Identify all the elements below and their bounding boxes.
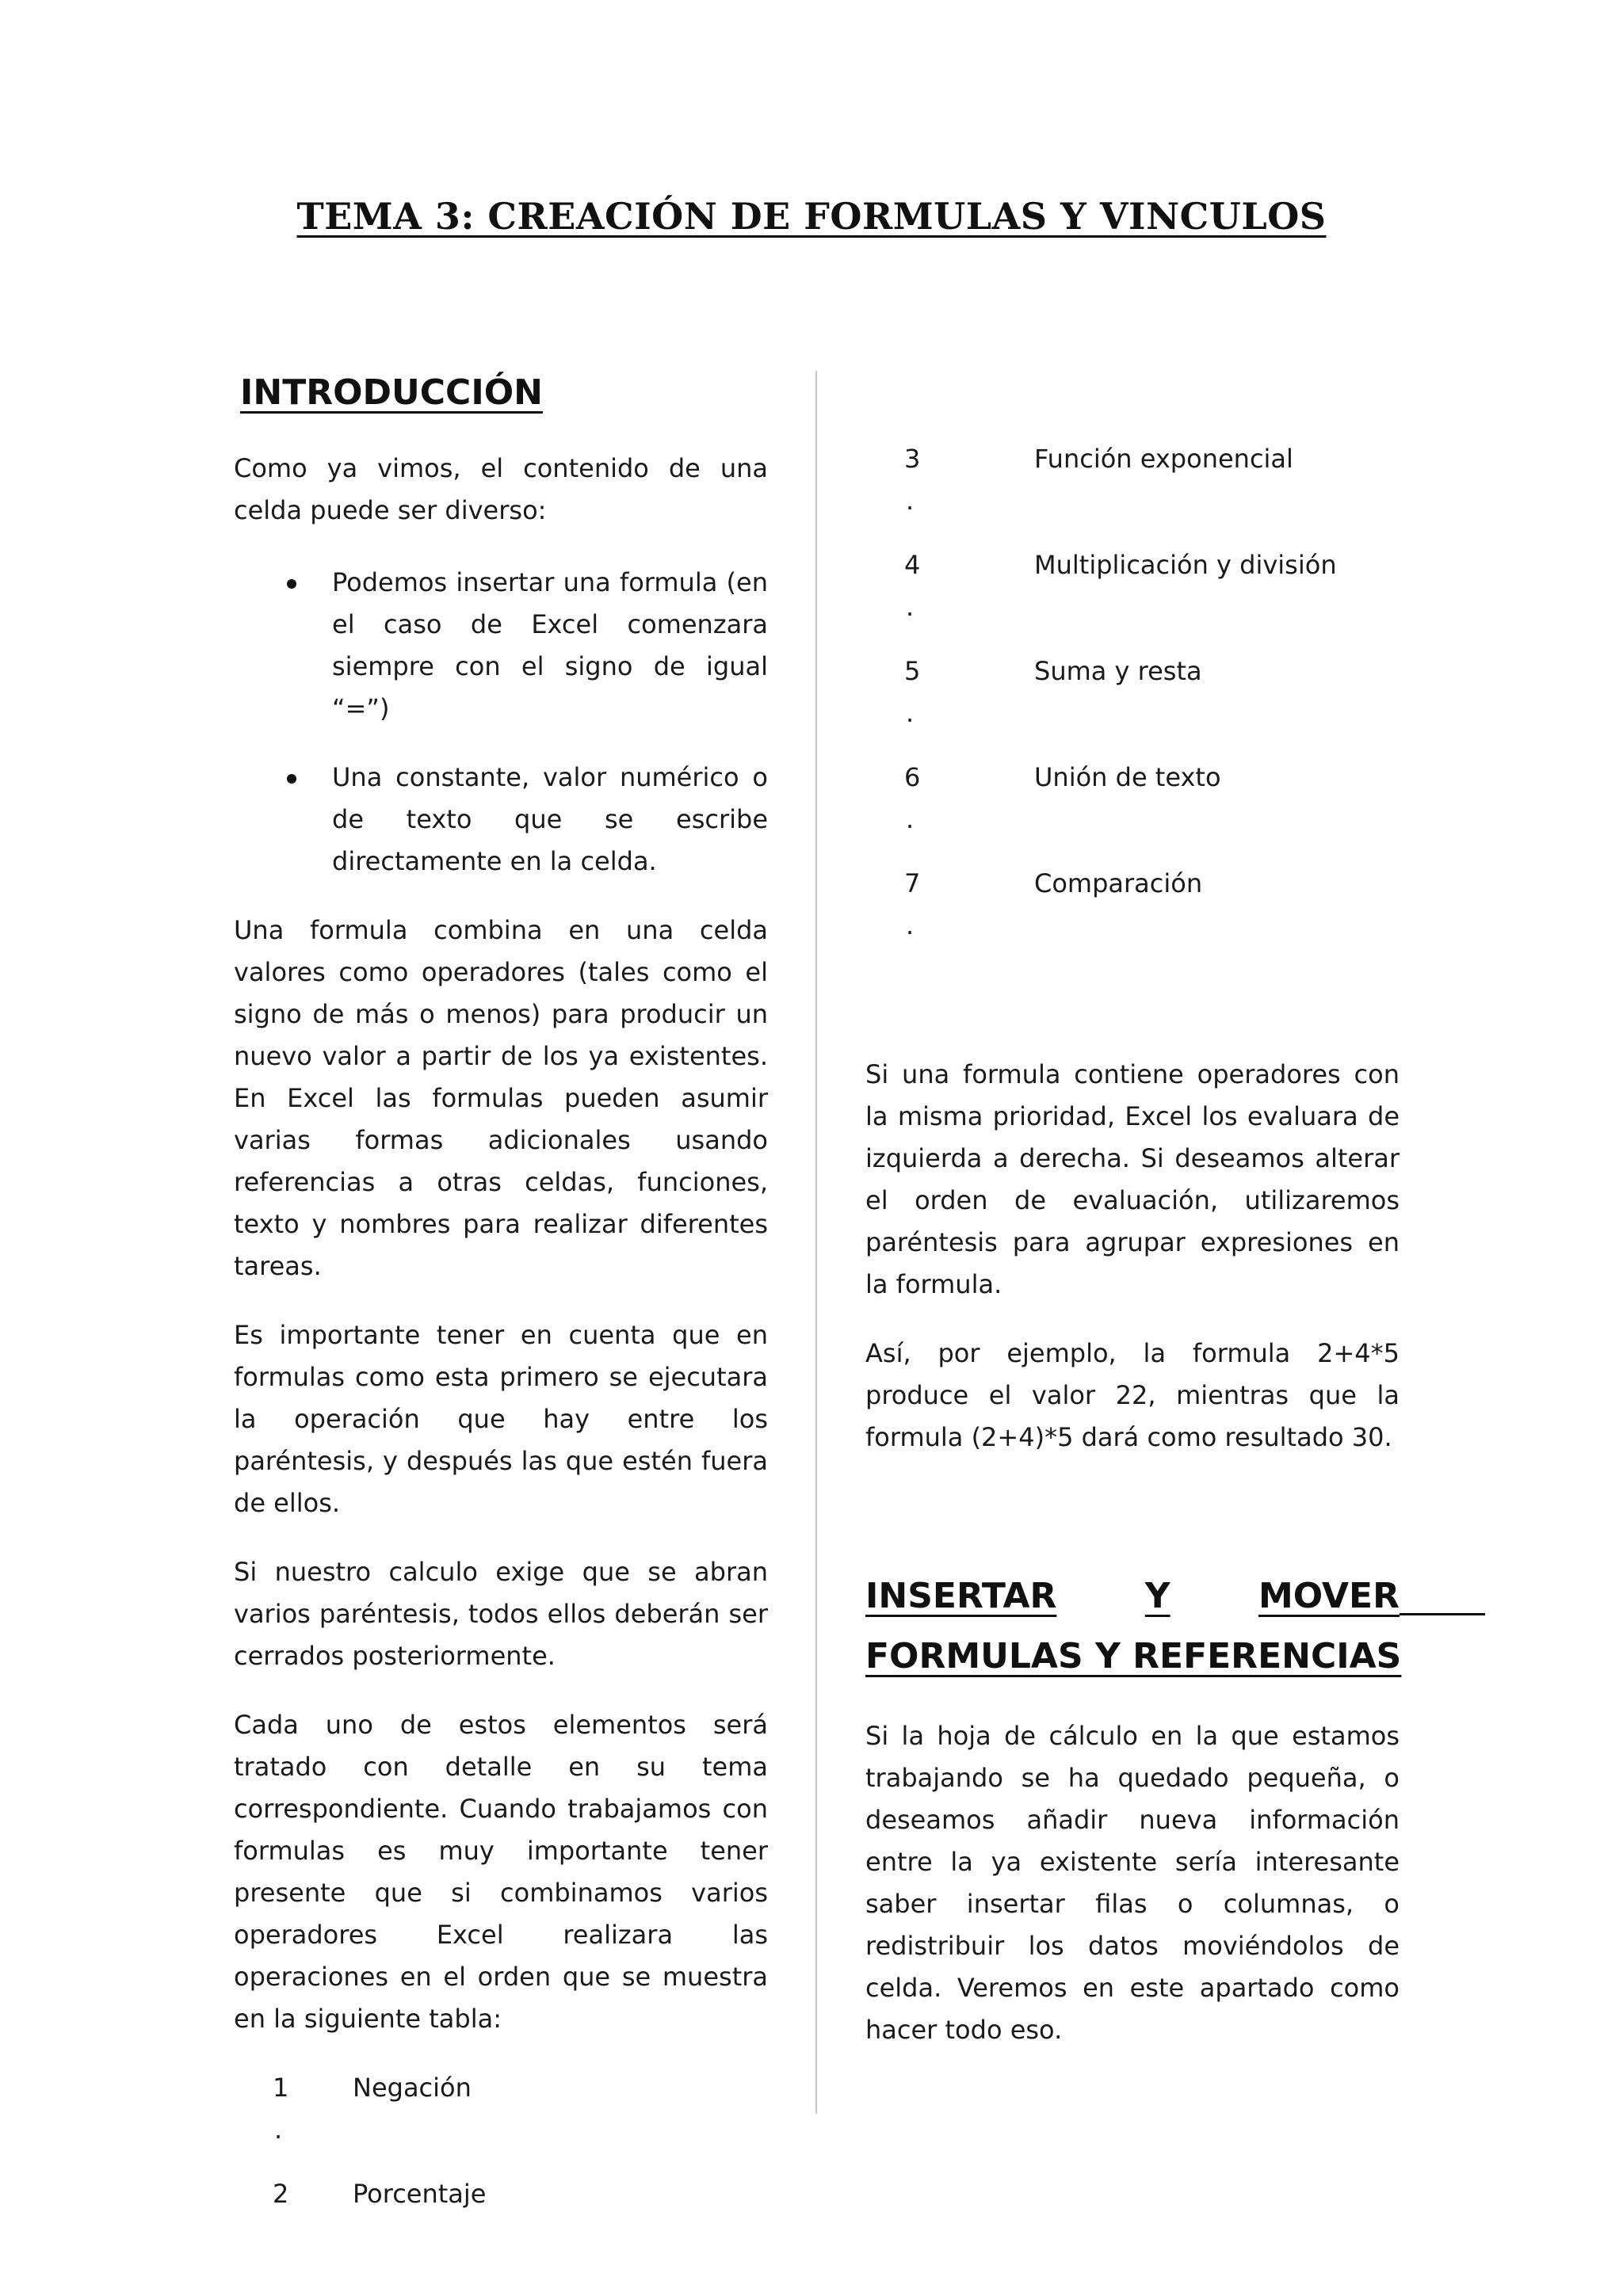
priority-row: 4 . Multiplicación y división bbox=[904, 550, 1337, 622]
section-heading-introduccion: INTRODUCCIÓN bbox=[240, 372, 543, 413]
page-title: TEMA 3: CREACIÓN DE FORMULAS Y VINCULOS bbox=[296, 195, 1327, 238]
priority-row: 2 Porcentaje bbox=[273, 2179, 487, 2209]
column-divider bbox=[815, 371, 817, 2114]
body-paragraph: Cada uno de estos elementos será tratado con detalle en su tema correspondiente. Cuando trabajamos con formulas es muy importante tener presente que si combinamos varios operadores Excel realizara las operaciones en el orden que se muestra en la siguiente tabla: bbox=[234, 1710, 768, 2034]
body-paragraph: Es importante tener en cuenta que en formulas como esta primero se ejecutara la operación que hay entre los paréntesis, y después las que estén fuera de ellos. bbox=[234, 1320, 768, 1518]
body-paragraph: Una formula combina en una celda valores como operadores (tales como el signo de más o menos) para producir un nuevo valor a partir de los ya existentes. En Excel las formulas pueden asumir varias formas adicionales usando referencias a otras celdas, funciones, texto y nombres para realizar diferentes tareas. bbox=[234, 915, 768, 1281]
list-item: Una constante, valor numérico o de texto que se escribe directamente en la celda. bbox=[234, 757, 768, 883]
priority-row: 7 . Comparación bbox=[904, 868, 1203, 940]
section-heading-insertar: INSERTAR Y MOVER FORMULAS Y REFERENCIAS bbox=[865, 1566, 1484, 1687]
left-column bbox=[234, 372, 768, 2279]
bullet-icon bbox=[287, 774, 296, 784]
priority-table-part1 bbox=[234, 2067, 768, 2279]
body-paragraph: Si nuestro calculo exige que se abran varios paréntesis, todos ellos deberán ser cerrados posteriormente. bbox=[234, 1557, 768, 1671]
body-paragraph: Si la hoja de cálculo en la que estamos trabajando se ha quedado pequeña, o deseamos añadir nueva información entre la ya existente sería interesante saber insertar filas o columnas, o redistribuir los datos moviéndolos de celda. Veremos en este apartado como hacer todo eso. bbox=[865, 1721, 1400, 2045]
heading-underline-extension bbox=[1400, 1613, 1485, 1615]
right-column bbox=[865, 438, 1400, 2051]
priority-row: 3 . Función exponencial bbox=[904, 444, 1293, 516]
list-item: Podemos insertar una formula (en el caso de Excel comenzara siempre con el signo de igual “=”) bbox=[234, 562, 768, 730]
body-paragraph: Así, por ejemplo, la formula 2+4*5 produce el valor 22, mientras que la formula (2+4)*5 dará como resultado 30. bbox=[865, 1338, 1400, 1452]
priority-row: 1 . Negación bbox=[273, 2073, 472, 2145]
bullet-list bbox=[234, 562, 768, 883]
intro-paragraph: Como ya vimos, el contenido de una celda puede ser diverso: bbox=[234, 453, 768, 525]
priority-row: 6 . Unión de texto bbox=[904, 762, 1221, 834]
body-paragraph: Si una formula contiene operadores con la misma prioridad, Excel los evaluara de izquierda a derecha. Si deseamos alterar el orden de evaluación, utilizaremos paréntesis para agrupar expresiones en la formula. bbox=[865, 1059, 1400, 1299]
bullet-icon bbox=[287, 579, 296, 589]
priority-row: 5 . Suma y resta bbox=[904, 656, 1202, 728]
priority-table-part2 bbox=[865, 438, 1400, 969]
